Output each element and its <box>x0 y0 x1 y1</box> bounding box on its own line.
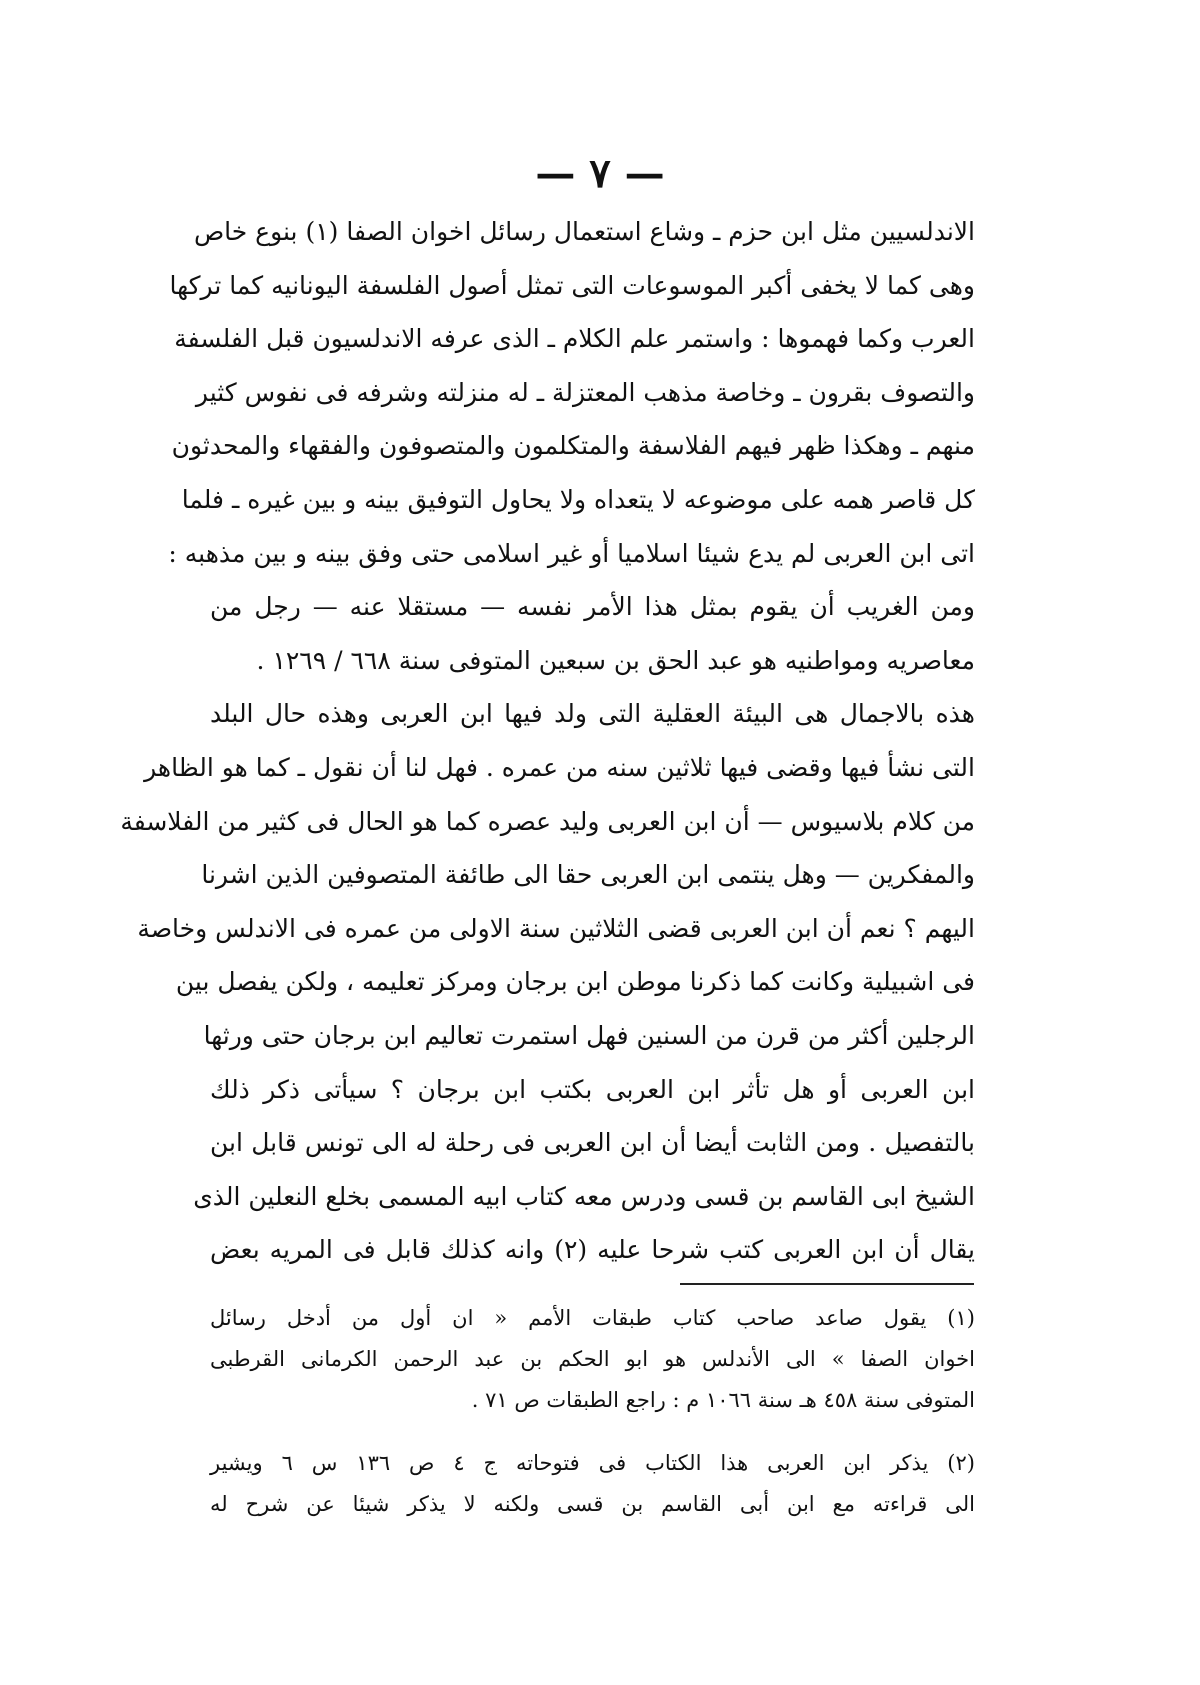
body-line: والتصوف بقرون ـ وخاصة مذهب المعتزلة ـ له منزلته وشرفه فى نفوس كثير <box>195 377 975 407</box>
body-line: العرب وكما فهموها : واستمر علم الكلام ـ الذى عرفه الاندلسيون قبل الفلسفة <box>174 324 975 354</box>
body-line: هذه بالاجمال هى البيئة العقلية التى ولد فيها ابن العربى وهذه حال البلد <box>210 699 975 729</box>
footnotes <box>210 1298 975 1525</box>
footnote-line: (٢) يذكر ابن العربى هذا الكتاب فى فتوحاته ج ٤ ص ١٣٦ س ٦ ويشير <box>210 1451 975 1475</box>
footnote-line: المتوفى سنة ٤٥٨ هـ سنة ١٠٦٦ م : راجع الطبقات ص ٧١ . <box>471 1388 975 1412</box>
body-line: كل قاصر همه على موضوعه لا يتعداه ولا يحاول التوفيق بينه و بين غيره ـ فلما <box>181 484 975 514</box>
body-line: وهى كما لا يخفى أكبر الموسوعات التى تمثل أصول الفلسفة اليونانيه كما تركها <box>169 270 975 300</box>
body-line: يقال أن ابن العربى كتب شرحا عليه (٢) وانه كذلك قابل فى المريه بعض <box>210 1235 976 1265</box>
page-number: — ٧ — <box>535 150 665 197</box>
footnote-line: الى قراءته مع ابن أبى القاسم بن قسى ولكنه لا يذكر شيئا عن شرح له <box>210 1492 975 1516</box>
body-line: بالتفصيل . ومن الثابت أيضا أن ابن العربى فى رحلة له الى تونس قابل ابن <box>210 1128 975 1158</box>
body-line: من كلام بلاسيوس — أن ابن العربى وليد عصره كما هو الحال فى كثير من الفلاسفة <box>120 806 975 836</box>
body-line: الرجلين أكثر من قرن من السنين فهل استمرت تعاليم ابن برجان حتى ورثها <box>203 1020 975 1050</box>
body-line: فى اشبيلية وكانت كما ذكرنا موطن ابن برجان ومركز تعليمه ، ولكن يفصل بين <box>175 967 975 997</box>
body-line: منهم ـ وهكذا ظهر فيهم الفلاسفة والمتكلمون والمتصوفون والفقهاء والمحدثون <box>171 431 975 461</box>
body-line: ومن الغريب أن يقوم بمثل هذا الأمر نفسه — مستقلا عنه — رجل من <box>210 592 975 622</box>
body-line: ابن العربى أو هل تأثر ابن العربى بكتب ابن برجان ؟ سيأتى ذكر ذلك <box>210 1074 975 1104</box>
footnote-divider <box>680 1283 974 1285</box>
body-line: الشيخ ابى القاسم بن قسى ودرس معه كتاب ابيه المسمى بخلع النعلين الذى <box>193 1181 975 1211</box>
footnote-1 <box>210 1298 975 1421</box>
footnote-2 <box>210 1443 975 1525</box>
body-line: معاصريه ومواطنيه هو عبد الحق بن سبعين المتوفى سنة ٦٦٨ / ١٢٦٩ . <box>256 645 975 675</box>
body-line: اليهم ؟ نعم أن ابن العربى قضى الثلاثين سنة الاولى من عمره فى الاندلس وخاصة <box>137 913 975 943</box>
body-line: الاندلسيين مثل ابن حزم ـ وشاع استعمال رسائل اخوان الصفا (١) بنوع خاص <box>193 217 975 246</box>
footnote-line: (١) يقول صاعد صاحب كتاب طبقات الأمم « ان أول من أدخل رسائل <box>210 1306 975 1330</box>
body-text <box>120 205 976 1277</box>
body-line: والمفكرين — وهل ينتمى ابن العربى حقا الى طائفة المتصوفين الذين اشرنا <box>201 860 975 890</box>
body-line: اتى ابن العربى لم يدع شيئا اسلاميا أو غير اسلامى حتى وفق بينه و بين مذهبه : <box>168 538 975 568</box>
footnote-line: اخوان الصفا » الى الأندلس هو ابو الحكم بن عبد الرحمن الكرمانى القرطبى <box>210 1347 975 1371</box>
body-line: التى نشأ فيها وقضى فيها ثلاثين سنه من عمره . فهل لنا أن نقول ـ كما هو الظاهر <box>144 752 975 782</box>
